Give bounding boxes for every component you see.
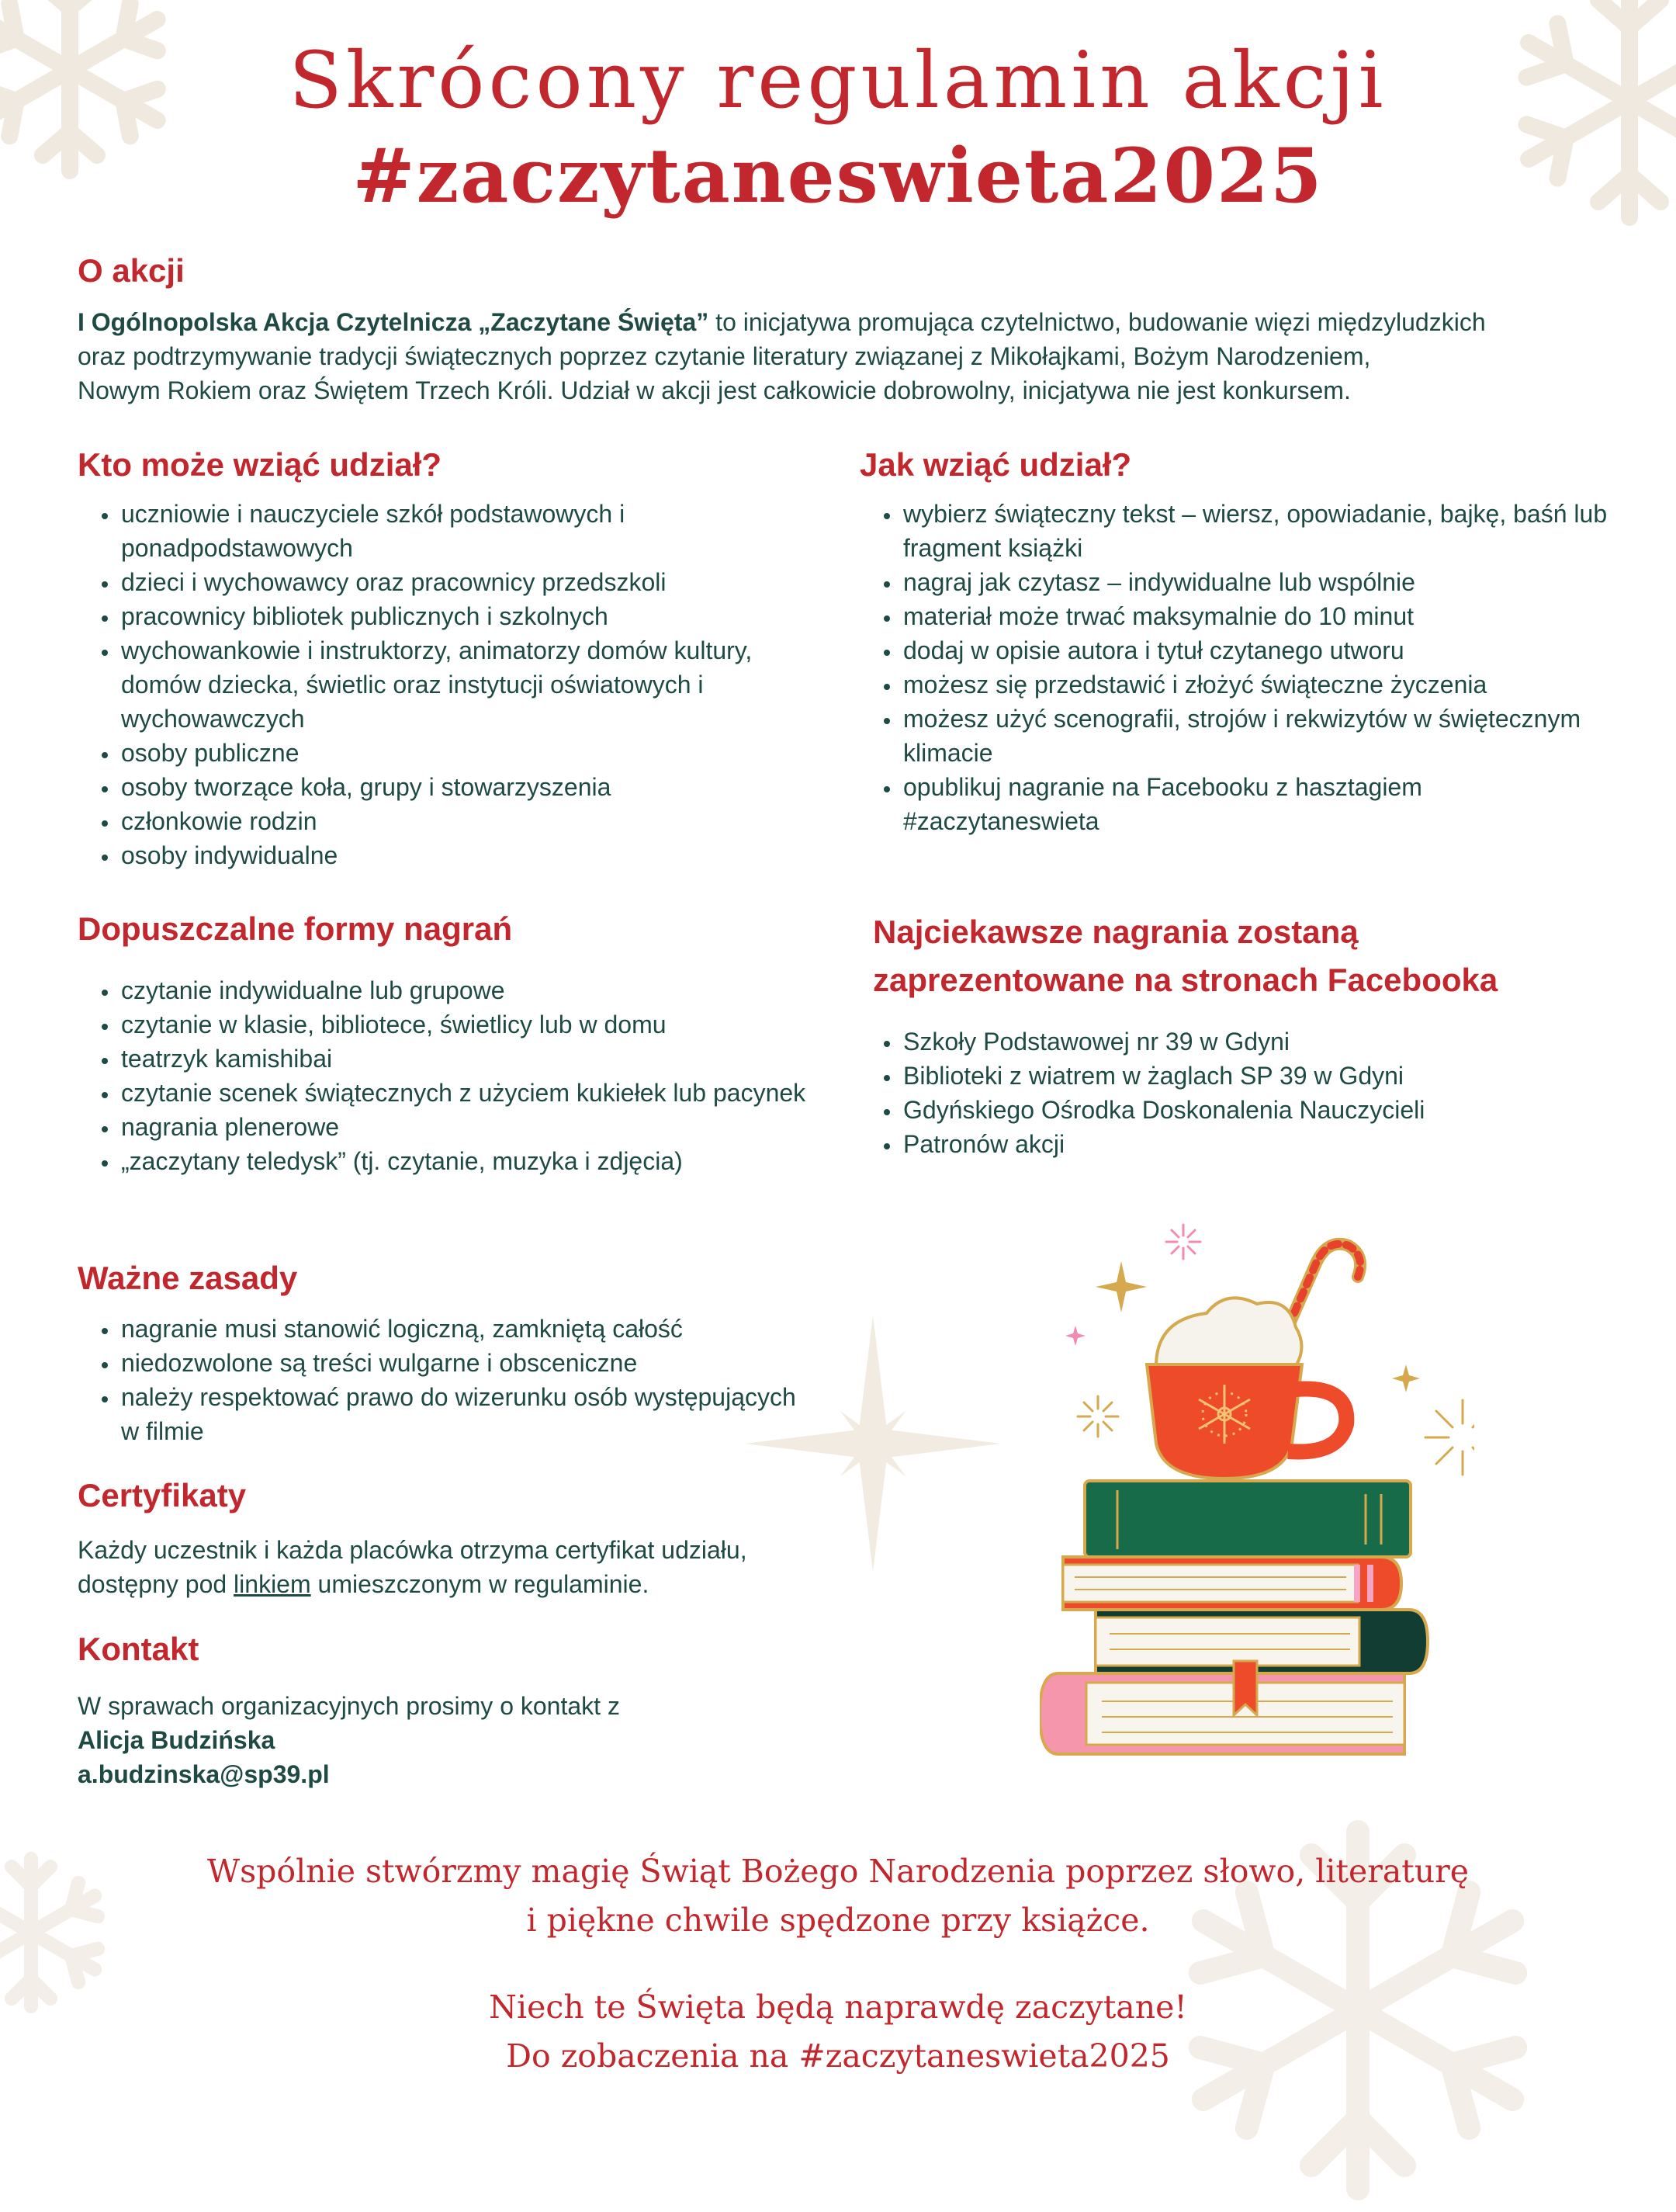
list-item: • wychowankowie i instruktorzy, animatorzy domów kultury, domów dziecka, świetlic oraz instytucji oświatowych i wychowawczych: [119, 633, 818, 736]
rules-heading: Ważne zasady: [78, 1260, 298, 1296]
list-item: • wybierz świąteczny tekst – wiersz, opowiadanie, bajkę, baśń lub fragment książki: [902, 497, 1623, 565]
list-item: • osoby publiczne: [119, 736, 818, 770]
gold-sparkle-small-icon: [1392, 1364, 1420, 1392]
page-hashtag-title: #zaczytaneswieta2025: [352, 132, 1324, 220]
list-item: • czytanie w klasie, bibliotece, świetlicy lub w domu: [119, 1007, 818, 1042]
forms-list: [78, 973, 818, 1178]
footer-line2: i piękne chwile spędzone przy książce.: [526, 1902, 1150, 1939]
list-item: • uczniowie i nauczyciele szkół podstawowych i ponadpodstawowych: [119, 497, 818, 565]
list-item: • nagraj jak czytasz – indywidualne lub wspólnie: [902, 565, 1623, 599]
list-item: • materiał może trwać maksymalnie do 10 minut: [902, 599, 1623, 633]
list-item: • Gdyńskiego Ośrodka Doskonalenia Nauczycieli: [902, 1093, 1623, 1127]
list-item: • teatrzyk kamishibai: [119, 1042, 818, 1076]
rules-list: [78, 1312, 802, 1448]
forms-heading: Dopuszczalne formy nagrań: [78, 910, 513, 947]
about-line1: to inicjatywa promująca czytelnictwo, budowanie więzi międzyludzkich: [708, 308, 1486, 336]
list-item: • czytanie scenek świątecznych z użyciem kukiełek lub pacynek: [119, 1076, 818, 1110]
contact-email[interactable]: a.budzinska@sp39.pl: [78, 1760, 330, 1788]
footer-message: [0, 1847, 1676, 1945]
list-item: • nagranie musi stanowić logiczną, zamkniętą całość: [119, 1312, 802, 1346]
pink-sparkle-icon: [1065, 1326, 1086, 1346]
certificate-link[interactable]: linkiem: [234, 1570, 311, 1598]
about-text: [78, 305, 1629, 407]
certs-heading: Certyfikaty: [78, 1477, 247, 1513]
certs-line2-after: umieszczonym w regulaminie.: [310, 1570, 649, 1598]
footer-line3: Niech te Święta będą naprawdę zaczytane!: [489, 1988, 1187, 2026]
list-item: • członkowie rodzin: [119, 804, 818, 838]
gold-burst-right-icon: [1425, 1400, 1474, 1475]
list-item: • możesz użyć scenografii, strojów i rekwizytów w świętecznym klimacie: [902, 702, 1623, 770]
list-item: • dzieci i wychowawcy oraz pracownicy przedszkoli: [119, 565, 818, 599]
how-list: [860, 497, 1623, 838]
list-item: • osoby indywidualne: [119, 838, 818, 872]
list-item: • „zaczytany teledysk” (tj. czytanie, muzyka i zdjęcia): [119, 1144, 818, 1178]
gold-burst-left-icon: [1078, 1396, 1118, 1437]
list-item: • Szkoły Podstawowej nr 39 w Gdyni: [902, 1025, 1623, 1059]
contact-text: [78, 1689, 854, 1791]
gold-sparkle-icon: [1096, 1261, 1147, 1312]
certs-text: [78, 1533, 854, 1601]
best-heading: [873, 908, 1498, 1004]
contact-name: Alicja Budzińska: [78, 1726, 275, 1754]
certs-line2-before: dostępny pod: [78, 1570, 234, 1598]
list-item: • czytanie indywidualne lub grupowe: [119, 973, 818, 1007]
mug-on-books-illustration: [1040, 1211, 1474, 1816]
list-item: • możesz się przedstawić i złożyć świąteczne życzenia: [902, 667, 1623, 702]
about-line2: oraz podtrzymywanie tradycji świątecznych poprzez czytanie literatury związanej z Mikołajkami, Bożym Narodzeniem,: [78, 342, 1371, 370]
list-item: • Biblioteki z wiatrem w żaglach SP 39 w Gdyni: [902, 1059, 1623, 1093]
best-heading-line2: zaprezentowane na stronach Facebooka: [873, 962, 1498, 998]
footer-line1: Wspólnie stwórzmy magię Świąt Bożego Narodzenia poprzez słowo, literaturę: [206, 1853, 1470, 1890]
about-line3: Nowym Rokiem oraz Świętem Trzech Króli. Udział w akcji jest całkowicie dobrowolny, inicjatywa nie jest konkursem.: [78, 376, 1351, 404]
about-lead: I Ogólnopolska Akcja Czytelnicza „Zaczytane Święta”: [78, 308, 709, 336]
best-list: [860, 1025, 1623, 1161]
footer-greeting: [0, 1983, 1676, 2081]
how-heading: Jak wziąć udział?: [860, 446, 1132, 483]
list-item: • opublikuj nagranie na Facebooku z hasztagiem #zaczytaneswieta: [902, 770, 1623, 838]
who-list: [78, 497, 818, 872]
pink-burst-icon: [1166, 1225, 1200, 1259]
about-heading: O akcji: [78, 252, 185, 289]
footer-line4: Do zobaczenia na #zaczytaneswieta2025: [506, 2037, 1170, 2075]
list-item: • dodaj w opisie autora i tytuł czytanego utworu: [902, 633, 1623, 667]
list-item: • osoby tworzące koła, grupy i stowarzyszenia: [119, 770, 818, 804]
who-heading: Kto może wziąć udział?: [78, 446, 442, 483]
list-item: • nagrania plenerowe: [119, 1110, 818, 1144]
list-item: • pracownicy bibliotek publicznych i szkolnych: [119, 599, 818, 633]
best-heading-line1: Najciekawsze nagrania zostaną: [873, 914, 1359, 950]
page-title: Skrócony regulamin akcji: [289, 35, 1387, 126]
green-book-icon: [1085, 1481, 1411, 1557]
whipped-cream-icon: [1156, 1298, 1302, 1366]
certs-line1: Każdy uczestnik i każda placówka otrzyma certyfikat udziału,: [78, 1536, 747, 1564]
list-item: • niedozwolone są treści wulgarne i obsceniczne: [119, 1346, 802, 1380]
list-item: • należy respektować prawo do wizerunku osób występujących w filmie: [119, 1380, 802, 1448]
contact-heading: Kontakt: [78, 1631, 199, 1667]
list-item: • Patronów akcji: [902, 1127, 1623, 1161]
contact-line1: W sprawach organizacyjnych prosimy o kontakt z: [78, 1692, 620, 1720]
